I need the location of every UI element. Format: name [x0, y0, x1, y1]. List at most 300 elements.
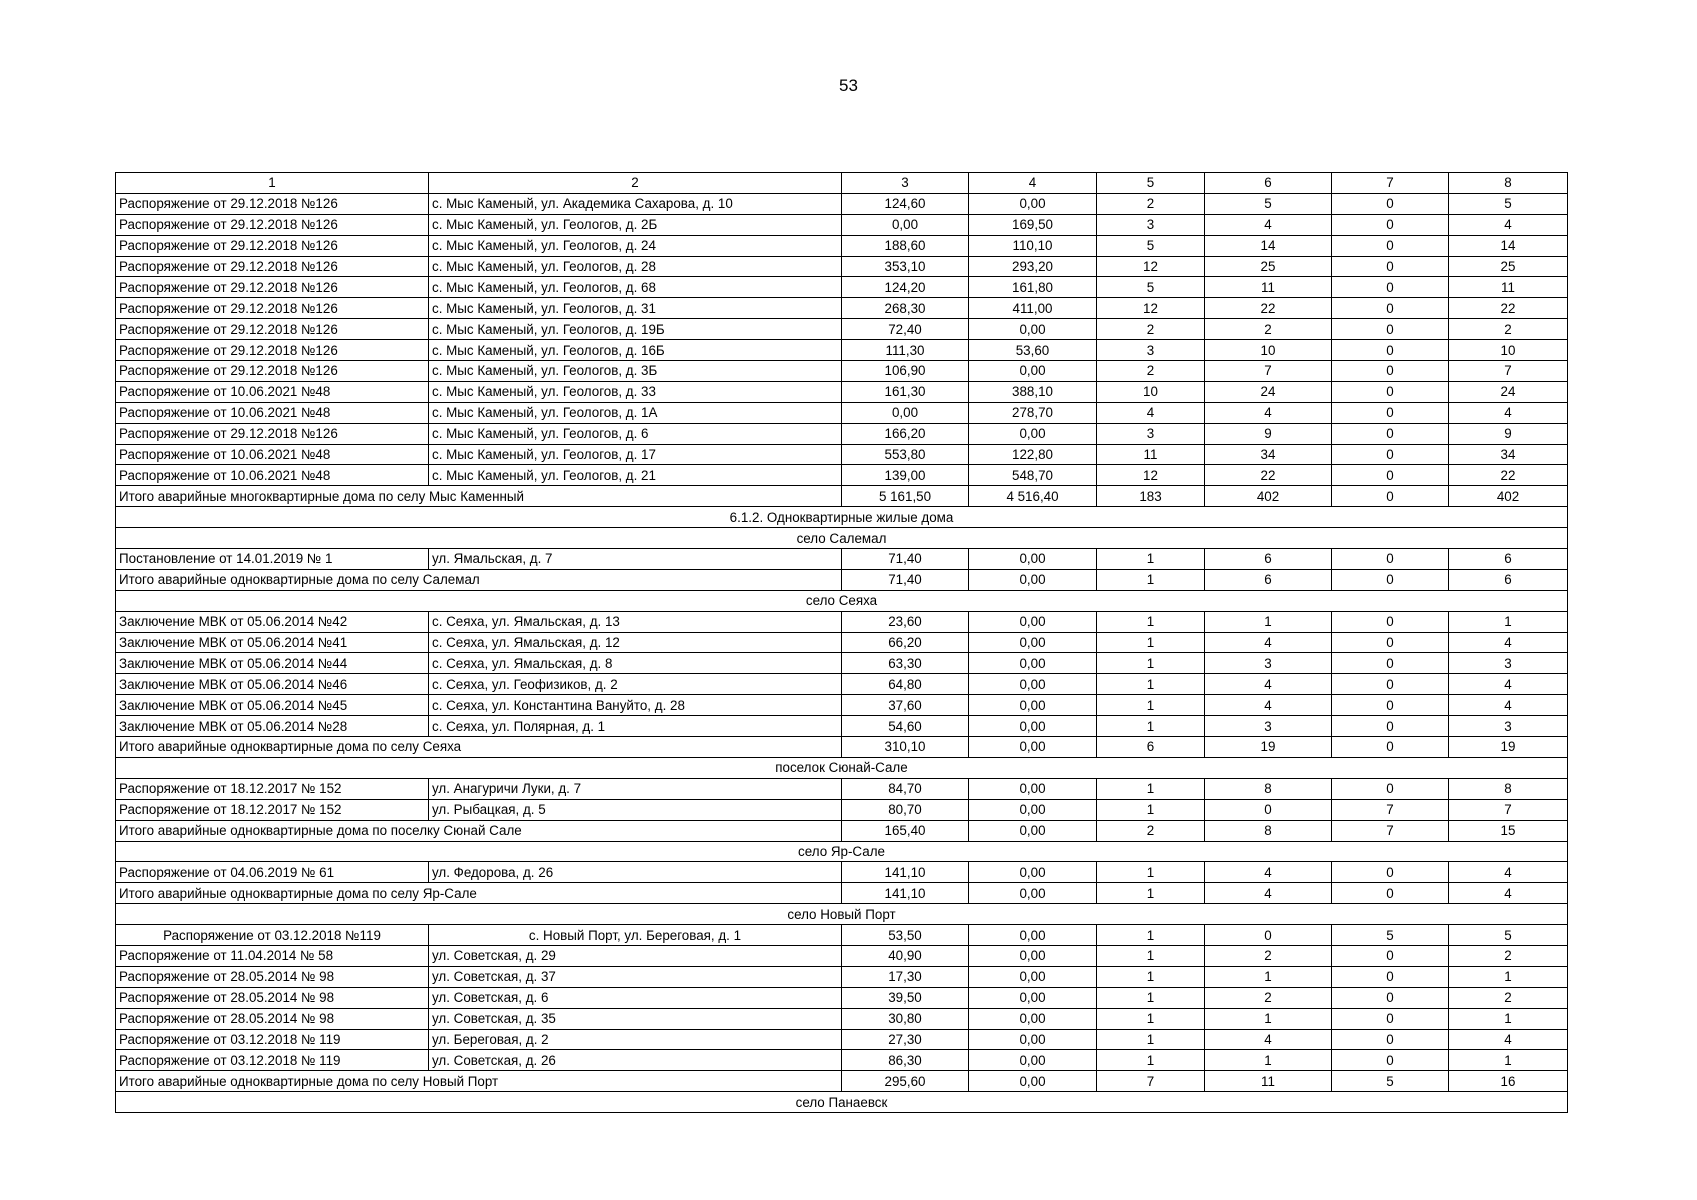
c3-cell: 166,20: [842, 423, 969, 444]
total-c8-cell: 6: [1449, 569, 1568, 590]
c8-cell: 1: [1449, 611, 1568, 632]
c3-cell: 54,60: [842, 716, 969, 737]
document-cell: Распоряжение от 29.12.2018 №126: [116, 319, 429, 340]
section-title: село Салемал: [116, 528, 1568, 549]
total-label: Итого аварийные одноквартирные дома по селу Новый Порт: [116, 1071, 842, 1092]
c7-cell: 0: [1332, 862, 1449, 883]
c6-cell: 8: [1205, 778, 1332, 799]
c4-cell: 169,50: [969, 214, 1097, 235]
document-cell: Распоряжение от 10.06.2021 №48: [116, 402, 429, 423]
address-cell: с. Мыс Каменый, ул. Геологов, д. 33: [429, 381, 842, 402]
c4-cell: 0,00: [969, 945, 1097, 966]
c6-cell: 1: [1205, 611, 1332, 632]
c7-cell: 0: [1332, 444, 1449, 465]
c6-cell: 10: [1205, 340, 1332, 361]
c7-cell: 0: [1332, 361, 1449, 382]
total-c5-cell: 183: [1097, 486, 1205, 507]
c7-cell: 0: [1332, 319, 1449, 340]
c6-cell: 11: [1205, 277, 1332, 298]
total-c4-cell: 0,00: [969, 569, 1097, 590]
table-row: [116, 1008, 1568, 1029]
total-c3-cell: 141,10: [842, 883, 969, 904]
c5-cell: 5: [1097, 235, 1205, 256]
c4-cell: 0,00: [969, 549, 1097, 570]
c7-cell: 0: [1332, 653, 1449, 674]
c5-cell: 2: [1097, 193, 1205, 214]
c8-cell: 7: [1449, 361, 1568, 382]
section-header-row: [116, 507, 1568, 528]
c4-cell: 0,00: [969, 925, 1097, 946]
document-cell: Заключение МВК от 05.06.2014 №28: [116, 716, 429, 737]
document-cell: Распоряжение от 10.06.2021 №48: [116, 444, 429, 465]
column-number-row: [116, 173, 1568, 194]
c3-cell: 139,00: [842, 465, 969, 486]
c5-cell: 12: [1097, 256, 1205, 277]
c5-cell: 4: [1097, 402, 1205, 423]
total-row: [116, 737, 1568, 758]
c4-cell: 122,80: [969, 444, 1097, 465]
address-cell: с. Мыс Каменый, ул. Геологов, д. 16Б: [429, 340, 842, 361]
c5-cell: 1: [1097, 925, 1205, 946]
document-cell: Заключение МВК от 05.06.2014 №42: [116, 611, 429, 632]
address-cell: с. Сеяха, ул. Геофизиков, д. 2: [429, 674, 842, 695]
c4-cell: 0,00: [969, 193, 1097, 214]
document-cell: Распоряжение от 28.05.2014 № 98: [116, 966, 429, 987]
c3-cell: 84,70: [842, 778, 969, 799]
c6-cell: 1: [1205, 966, 1332, 987]
c3-cell: 188,60: [842, 235, 969, 256]
c4-cell: 0,00: [969, 966, 1097, 987]
c8-cell: 4: [1449, 695, 1568, 716]
c5-cell: 3: [1097, 340, 1205, 361]
total-row: [116, 883, 1568, 904]
document-cell: Заключение МВК от 05.06.2014 №41: [116, 632, 429, 653]
c5-cell: 1: [1097, 695, 1205, 716]
c3-cell: 106,90: [842, 361, 969, 382]
c6-cell: 1: [1205, 1050, 1332, 1071]
c6-cell: 6: [1205, 549, 1332, 570]
c3-cell: 40,90: [842, 945, 969, 966]
document-cell: Распоряжение от 29.12.2018 №126: [116, 423, 429, 444]
total-c3-cell: 71,40: [842, 569, 969, 590]
c8-cell: 4: [1449, 632, 1568, 653]
document-cell: Распоряжение от 18.12.2017 № 152: [116, 799, 429, 820]
c4-cell: 278,70: [969, 402, 1097, 423]
c3-cell: 63,30: [842, 653, 969, 674]
c6-cell: 5: [1205, 193, 1332, 214]
c7-cell: 0: [1332, 987, 1449, 1008]
table-row: [116, 193, 1568, 214]
table-body: [116, 173, 1568, 1113]
document-cell: Распоряжение от 29.12.2018 №126: [116, 214, 429, 235]
address-cell: с. Мыс Каменый, ул. Академика Сахарова, д. 10: [429, 193, 842, 214]
address-cell: ул. Федорова, д. 26: [429, 862, 842, 883]
document-cell: Постановление от 14.01.2019 № 1: [116, 549, 429, 570]
total-c8-cell: 402: [1449, 486, 1568, 507]
total-c7-cell: 5: [1332, 1071, 1449, 1092]
address-cell: с. Мыс Каменый, ул. Геологов, д. 21: [429, 465, 842, 486]
c7-cell: 0: [1332, 1050, 1449, 1071]
c8-cell: 3: [1449, 653, 1568, 674]
c7-cell: 0: [1332, 1029, 1449, 1050]
c8-cell: 6: [1449, 549, 1568, 570]
c5-cell: 10: [1097, 381, 1205, 402]
total-c5-cell: 6: [1097, 737, 1205, 758]
c7-cell: 0: [1332, 214, 1449, 235]
c4-cell: 293,20: [969, 256, 1097, 277]
total-c3-cell: 165,40: [842, 820, 969, 841]
c5-cell: 2: [1097, 319, 1205, 340]
table-row: [116, 611, 1568, 632]
table-row: [116, 298, 1568, 319]
c8-cell: 14: [1449, 235, 1568, 256]
c8-cell: 1: [1449, 966, 1568, 987]
total-c7-cell: 0: [1332, 737, 1449, 758]
address-cell: с. Мыс Каменый, ул. Геологов, д. 68: [429, 277, 842, 298]
document-cell: Распоряжение от 29.12.2018 №126: [116, 193, 429, 214]
c7-cell: 0: [1332, 235, 1449, 256]
c5-cell: 1: [1097, 966, 1205, 987]
c5-cell: 12: [1097, 465, 1205, 486]
total-c8-cell: 19: [1449, 737, 1568, 758]
section-title: поселок Сюнай-Сале: [116, 757, 1568, 778]
address-cell: с. Сеяха, ул. Ямальская, д. 12: [429, 632, 842, 653]
document-cell: Заключение МВК от 05.06.2014 №44: [116, 653, 429, 674]
c6-cell: 9: [1205, 423, 1332, 444]
document-cell: Распоряжение от 29.12.2018 №126: [116, 361, 429, 382]
total-c4-cell: 0,00: [969, 737, 1097, 758]
c4-cell: 0,00: [969, 1050, 1097, 1071]
c8-cell: 4: [1449, 402, 1568, 423]
table-row: [116, 361, 1568, 382]
c7-cell: 0: [1332, 298, 1449, 319]
c8-cell: 4: [1449, 214, 1568, 235]
c7-cell: 0: [1332, 632, 1449, 653]
c8-cell: 2: [1449, 945, 1568, 966]
table-row: [116, 945, 1568, 966]
address-cell: ул. Советская, д. 29: [429, 945, 842, 966]
c6-cell: 3: [1205, 653, 1332, 674]
c6-cell: 4: [1205, 402, 1332, 423]
c6-cell: 0: [1205, 925, 1332, 946]
section-title: 6.1.2. Одноквартирные жилые дома: [116, 507, 1568, 528]
c5-cell: 12: [1097, 298, 1205, 319]
c4-cell: 0,00: [969, 653, 1097, 674]
document-cell: Распоряжение от 29.12.2018 №126: [116, 277, 429, 298]
address-cell: с. Сеяха, ул. Полярная, д. 1: [429, 716, 842, 737]
c3-cell: 111,30: [842, 340, 969, 361]
c6-cell: 25: [1205, 256, 1332, 277]
c4-cell: 411,00: [969, 298, 1097, 319]
address-cell: с. Мыс Каменый, ул. Геологов, д. 3Б: [429, 361, 842, 382]
c3-cell: 124,60: [842, 193, 969, 214]
address-cell: ул. Береговая, д. 2: [429, 1029, 842, 1050]
c3-cell: 268,30: [842, 298, 969, 319]
column-header: 5: [1097, 173, 1205, 194]
section-title: село Яр-Сале: [116, 841, 1568, 862]
c6-cell: 34: [1205, 444, 1332, 465]
address-cell: с. Сеяха, ул. Ямальская, д. 8: [429, 653, 842, 674]
c8-cell: 3: [1449, 716, 1568, 737]
document-cell: Распоряжение от 18.12.2017 № 152: [116, 778, 429, 799]
section-header-row: [116, 590, 1568, 611]
c6-cell: 3: [1205, 716, 1332, 737]
table-row: [116, 674, 1568, 695]
address-cell: ул. Рыбацкая, д. 5: [429, 799, 842, 820]
table-row: [116, 340, 1568, 361]
c3-cell: 53,50: [842, 925, 969, 946]
document-cell: Заключение МВК от 05.06.2014 №45: [116, 695, 429, 716]
table-row: [116, 632, 1568, 653]
c8-cell: 25: [1449, 256, 1568, 277]
table-row: [116, 549, 1568, 570]
c7-cell: 0: [1332, 611, 1449, 632]
address-cell: с. Мыс Каменый, ул. Геологов, д. 6: [429, 423, 842, 444]
c4-cell: 0,00: [969, 1029, 1097, 1050]
column-header: 1: [116, 173, 429, 194]
c3-cell: 141,10: [842, 862, 969, 883]
c6-cell: 2: [1205, 987, 1332, 1008]
total-row: [116, 569, 1568, 590]
address-cell: ул. Ямальская, д. 7: [429, 549, 842, 570]
c3-cell: 161,30: [842, 381, 969, 402]
c5-cell: 1: [1097, 632, 1205, 653]
c4-cell: 548,70: [969, 465, 1097, 486]
c4-cell: 53,60: [969, 340, 1097, 361]
c4-cell: 0,00: [969, 987, 1097, 1008]
total-c5-cell: 1: [1097, 569, 1205, 590]
c5-cell: 11: [1097, 444, 1205, 465]
c5-cell: 1: [1097, 945, 1205, 966]
c8-cell: 2: [1449, 319, 1568, 340]
table-row: [116, 987, 1568, 1008]
section-header-row: [116, 1092, 1568, 1113]
document-cell: Распоряжение от 10.06.2021 №48: [116, 465, 429, 486]
c5-cell: 1: [1097, 653, 1205, 674]
emergency-housing-table: [115, 172, 1568, 1113]
c3-cell: 353,10: [842, 256, 969, 277]
c4-cell: 0,00: [969, 361, 1097, 382]
c5-cell: 1: [1097, 1029, 1205, 1050]
c6-cell: 14: [1205, 235, 1332, 256]
c3-cell: 37,60: [842, 695, 969, 716]
c7-cell: 0: [1332, 381, 1449, 402]
c5-cell: 1: [1097, 716, 1205, 737]
c4-cell: 0,00: [969, 1008, 1097, 1029]
c5-cell: 5: [1097, 277, 1205, 298]
c7-cell: 0: [1332, 945, 1449, 966]
address-cell: с. Новый Порт, ул. Береговая, д. 1: [429, 925, 842, 946]
c5-cell: 3: [1097, 423, 1205, 444]
c8-cell: 4: [1449, 1029, 1568, 1050]
c5-cell: 1: [1097, 549, 1205, 570]
c8-cell: 24: [1449, 381, 1568, 402]
c5-cell: 1: [1097, 799, 1205, 820]
c3-cell: 553,80: [842, 444, 969, 465]
table-row: [116, 653, 1568, 674]
document-cell: Распоряжение от 04.06.2019 № 61: [116, 862, 429, 883]
c8-cell: 7: [1449, 799, 1568, 820]
c3-cell: 39,50: [842, 987, 969, 1008]
c6-cell: 2: [1205, 319, 1332, 340]
c6-cell: 0: [1205, 799, 1332, 820]
total-c8-cell: 16: [1449, 1071, 1568, 1092]
c4-cell: 388,10: [969, 381, 1097, 402]
c6-cell: 4: [1205, 632, 1332, 653]
c8-cell: 4: [1449, 674, 1568, 695]
table-row: [116, 966, 1568, 987]
c5-cell: 1: [1097, 862, 1205, 883]
table-row: [116, 423, 1568, 444]
total-c8-cell: 15: [1449, 820, 1568, 841]
c3-cell: 80,70: [842, 799, 969, 820]
c4-cell: 0,00: [969, 716, 1097, 737]
table-row: [116, 235, 1568, 256]
table-row: [116, 799, 1568, 820]
c3-cell: 72,40: [842, 319, 969, 340]
c6-cell: 4: [1205, 695, 1332, 716]
section-header-row: [116, 841, 1568, 862]
column-header: 4: [969, 173, 1097, 194]
c4-cell: 0,00: [969, 674, 1097, 695]
total-label: Итого аварийные одноквартирные дома по селу Салемал: [116, 569, 842, 590]
c6-cell: 4: [1205, 214, 1332, 235]
total-c5-cell: 1: [1097, 883, 1205, 904]
c3-cell: 71,40: [842, 549, 969, 570]
c7-cell: 0: [1332, 1008, 1449, 1029]
document-cell: Распоряжение от 03.12.2018 № 119: [116, 1029, 429, 1050]
c7-cell: 0: [1332, 402, 1449, 423]
c5-cell: 1: [1097, 1008, 1205, 1029]
total-row: [116, 1071, 1568, 1092]
c8-cell: 34: [1449, 444, 1568, 465]
total-c4-cell: 0,00: [969, 1071, 1097, 1092]
column-header: 3: [842, 173, 969, 194]
section-header-row: [116, 528, 1568, 549]
c8-cell: 11: [1449, 277, 1568, 298]
c4-cell: 110,10: [969, 235, 1097, 256]
table-row: [116, 778, 1568, 799]
section-header-row: [116, 904, 1568, 925]
table-row: [116, 695, 1568, 716]
address-cell: ул. Советская, д. 6: [429, 987, 842, 1008]
total-c6-cell: 402: [1205, 486, 1332, 507]
c4-cell: 0,00: [969, 632, 1097, 653]
document-cell: Распоряжение от 29.12.2018 №126: [116, 340, 429, 361]
c3-cell: 124,20: [842, 277, 969, 298]
address-cell: с. Мыс Каменый, ул. Геологов, д. 31: [429, 298, 842, 319]
c5-cell: 1: [1097, 611, 1205, 632]
c8-cell: 5: [1449, 925, 1568, 946]
c7-cell: 0: [1332, 465, 1449, 486]
total-c8-cell: 4: [1449, 883, 1568, 904]
total-label: Итого аварийные многоквартирные дома по селу Мыс Каменный: [116, 486, 842, 507]
table-row: [116, 256, 1568, 277]
c6-cell: 1: [1205, 1008, 1332, 1029]
c8-cell: 22: [1449, 298, 1568, 319]
c3-cell: 0,00: [842, 214, 969, 235]
c5-cell: 3: [1097, 214, 1205, 235]
address-cell: ул. Советская, д. 37: [429, 966, 842, 987]
document-cell: Распоряжение от 29.12.2018 №126: [116, 235, 429, 256]
column-header: 8: [1449, 173, 1568, 194]
total-c3-cell: 5 161,50: [842, 486, 969, 507]
table-row: [116, 444, 1568, 465]
section-header-row: [116, 757, 1568, 778]
c6-cell: 4: [1205, 862, 1332, 883]
document-cell: Распоряжение от 03.12.2018 № 119: [116, 1050, 429, 1071]
c4-cell: 0,00: [969, 611, 1097, 632]
c7-cell: 0: [1332, 695, 1449, 716]
total-c6-cell: 6: [1205, 569, 1332, 590]
document-cell: Распоряжение от 28.05.2014 № 98: [116, 1008, 429, 1029]
table-row: [116, 381, 1568, 402]
address-cell: с. Мыс Каменый, ул. Геологов, д. 2Б: [429, 214, 842, 235]
c7-cell: 5: [1332, 925, 1449, 946]
table-row: [116, 716, 1568, 737]
c7-cell: 0: [1332, 674, 1449, 695]
document-cell: Распоряжение от 28.05.2014 № 98: [116, 987, 429, 1008]
c6-cell: 4: [1205, 1029, 1332, 1050]
table-row: [116, 214, 1568, 235]
c4-cell: 0,00: [969, 319, 1097, 340]
c7-cell: 0: [1332, 778, 1449, 799]
total-label: Итого аварийные одноквартирные дома по селу Яр-Сале: [116, 883, 842, 904]
c8-cell: 5: [1449, 193, 1568, 214]
page-number: 53: [839, 76, 858, 95]
table-row: [116, 402, 1568, 423]
c3-cell: 64,80: [842, 674, 969, 695]
c8-cell: 10: [1449, 340, 1568, 361]
total-c5-cell: 7: [1097, 1071, 1205, 1092]
section-title: село Сеяха: [116, 590, 1568, 611]
c4-cell: 0,00: [969, 799, 1097, 820]
total-c4-cell: 4 516,40: [969, 486, 1097, 507]
c8-cell: 9: [1449, 423, 1568, 444]
c8-cell: 1: [1449, 1008, 1568, 1029]
c5-cell: 1: [1097, 778, 1205, 799]
total-label: Итого аварийные одноквартирные дома по поселку Сюнай Сале: [116, 820, 842, 841]
c4-cell: 0,00: [969, 862, 1097, 883]
c7-cell: 0: [1332, 966, 1449, 987]
c7-cell: 0: [1332, 340, 1449, 361]
table-row: [116, 1050, 1568, 1071]
total-c6-cell: 11: [1205, 1071, 1332, 1092]
c3-cell: 17,30: [842, 966, 969, 987]
total-c4-cell: 0,00: [969, 820, 1097, 841]
c7-cell: 7: [1332, 799, 1449, 820]
c8-cell: 22: [1449, 465, 1568, 486]
document-cell: Распоряжение от 29.12.2018 №126: [116, 298, 429, 319]
table-row: [116, 925, 1568, 946]
c8-cell: 8: [1449, 778, 1568, 799]
total-label: Итого аварийные одноквартирные дома по селу Сеяха: [116, 737, 842, 758]
total-c7-cell: 0: [1332, 883, 1449, 904]
c7-cell: 0: [1332, 716, 1449, 737]
total-c3-cell: 295,60: [842, 1071, 969, 1092]
c8-cell: 1: [1449, 1050, 1568, 1071]
address-cell: с. Мыс Каменый, ул. Геологов, д. 19Б: [429, 319, 842, 340]
section-title: село Новый Порт: [116, 904, 1568, 925]
c7-cell: 0: [1332, 256, 1449, 277]
column-header: 7: [1332, 173, 1449, 194]
c4-cell: 0,00: [969, 778, 1097, 799]
c8-cell: 4: [1449, 862, 1568, 883]
column-header: 2: [429, 173, 842, 194]
address-cell: с. Мыс Каменый, ул. Геологов, д. 28: [429, 256, 842, 277]
c5-cell: 1: [1097, 987, 1205, 1008]
total-c4-cell: 0,00: [969, 883, 1097, 904]
